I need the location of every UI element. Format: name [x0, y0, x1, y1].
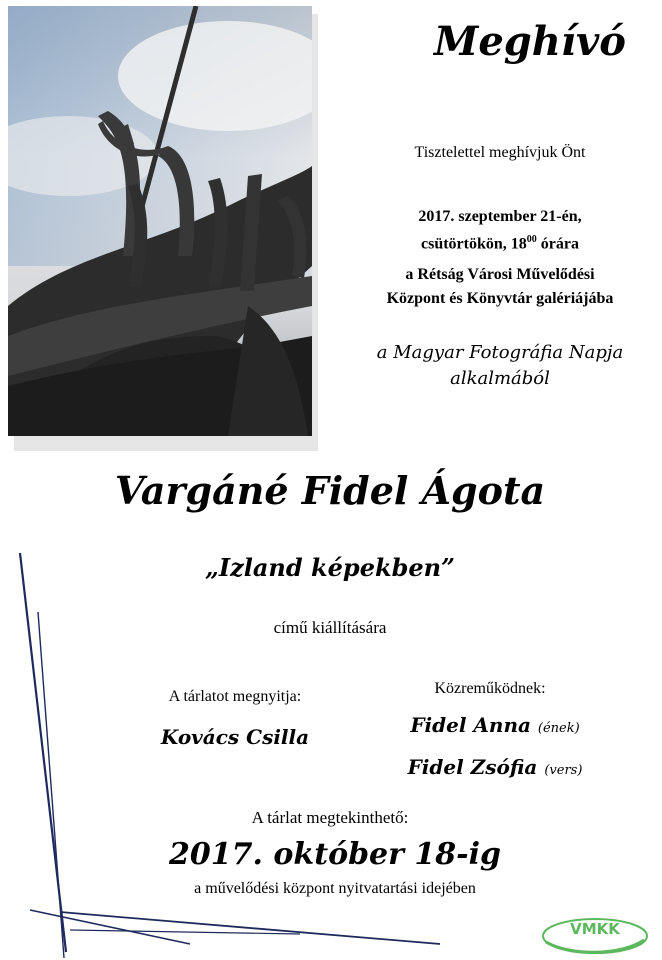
performer-item — [380, 713, 610, 737]
event-occasion — [330, 340, 662, 392]
occasion-line-2: alkalmából — [450, 368, 550, 389]
invitation-title: Meghívó — [434, 18, 626, 65]
opener-name: Kovács Csilla — [160, 725, 310, 749]
performers-label: Közreműködnek: — [434, 680, 546, 697]
performer-item — [380, 755, 610, 779]
performer-name: Fidel Zsófia — [407, 755, 538, 779]
performer-role: (ének) — [537, 721, 580, 736]
logo-text: VMKK — [570, 920, 620, 938]
event-date — [340, 205, 660, 255]
viewing-label: A tárlat megtekinthető: — [251, 808, 409, 827]
venue-line-1: a Rétság Városi Művelődési — [405, 266, 595, 283]
performer-role: (vers) — [544, 763, 583, 778]
event-venue — [330, 263, 662, 311]
exhibition-title: „Izland képekben” — [205, 553, 455, 582]
performer-name: Fidel Anna — [410, 713, 531, 737]
opener-label: A tárlatot megnyitja: — [168, 688, 302, 705]
date-time-minutes: 00 — [526, 234, 537, 245]
exhibition-subtitle: című kiállítására — [273, 618, 387, 637]
venue-line-2: Központ és Könyvtár galériájába — [386, 290, 614, 307]
viewing-until: 2017. október 18-ig — [169, 837, 501, 872]
intro-text: Tisztelettel meghívjuk Önt — [414, 144, 586, 161]
date-time-suffix: órára — [536, 235, 579, 253]
vmkk-logo — [540, 912, 650, 956]
artist-name: Vargáné Fidel Ágota — [114, 468, 546, 513]
occasion-line-1: a Magyar Fotográfia Napja — [376, 342, 624, 363]
date-weekday-time: csütörtökön, 18 — [421, 235, 527, 253]
viewing-hours: a művelődési központ nyitvatartási idejében — [194, 880, 476, 897]
date-line-2 — [340, 228, 660, 255]
date-line-1: 2017. szeptember 21-én, — [418, 208, 582, 225]
